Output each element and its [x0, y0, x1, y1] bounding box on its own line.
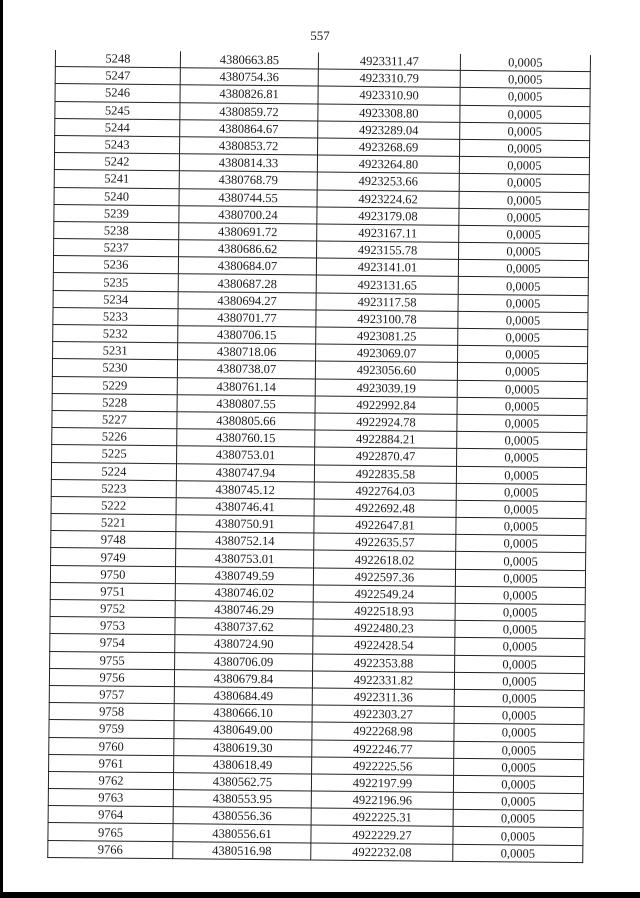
y-coordinate-cell: 4922692.48 — [314, 499, 456, 518]
y-coordinate-cell: 4923253.66 — [317, 172, 459, 191]
x-coordinate-cell: 4380516.98 — [173, 841, 311, 860]
y-coordinate-cell: 4923310.90 — [318, 86, 460, 105]
value-cell: 0,0005 — [460, 71, 590, 89]
x-coordinate-cell: 4380761.14 — [177, 377, 315, 396]
x-coordinate-cell: 4380718.06 — [178, 343, 316, 362]
x-coordinate-cell: 4380826.81 — [180, 85, 318, 104]
y-coordinate-cell: 4923264.80 — [317, 155, 459, 174]
scan-edge-left — [0, 0, 3, 898]
point-number-cell: 5241 — [54, 170, 179, 188]
value-cell: 0,0005 — [456, 500, 586, 518]
value-cell: 0,0005 — [456, 517, 586, 535]
point-number-cell: 9754 — [50, 634, 175, 652]
point-number-cell: 5226 — [52, 428, 177, 446]
coordinates-table — [47, 50, 591, 863]
point-number-cell: 5238 — [54, 221, 179, 239]
table-body — [48, 50, 591, 862]
value-cell: 0,0005 — [455, 603, 585, 621]
value-cell: 0,0005 — [453, 827, 583, 845]
y-coordinate-cell: 4923224.62 — [317, 190, 459, 209]
x-coordinate-cell: 4380746.41 — [176, 498, 314, 517]
value-cell: 0,0005 — [454, 672, 584, 690]
point-number-cell: 9764 — [48, 806, 173, 824]
y-coordinate-cell: 4923167.11 — [317, 224, 459, 243]
value-cell: 0,0005 — [456, 483, 586, 501]
page-number: 557 — [310, 28, 330, 43]
y-coordinate-cell: 4922232.08 — [311, 843, 453, 862]
point-number-cell: 9756 — [49, 668, 174, 686]
y-coordinate-cell: 4922196.96 — [311, 791, 453, 810]
x-coordinate-cell: 4380562.75 — [173, 773, 311, 792]
x-coordinate-cell: 4380724.90 — [175, 635, 313, 654]
value-cell: 0,0005 — [460, 88, 590, 106]
value-cell: 0,0005 — [455, 621, 585, 639]
point-number-cell: 5240 — [54, 187, 179, 205]
y-coordinate-cell: 4922480.23 — [313, 619, 455, 638]
x-coordinate-cell: 4380753.01 — [177, 446, 315, 465]
y-coordinate-cell: 4922246.77 — [312, 739, 454, 758]
x-coordinate-cell: 4380807.55 — [177, 394, 315, 413]
y-coordinate-cell: 4922635.57 — [314, 533, 456, 552]
value-cell: 0,0005 — [457, 363, 587, 381]
point-number-cell: 9755 — [50, 651, 175, 669]
value-cell: 0,0005 — [453, 844, 583, 862]
y-coordinate-cell: 4923308.80 — [318, 104, 460, 123]
point-number-cell: 5225 — [52, 445, 177, 463]
point-number-cell: 5230 — [52, 359, 177, 377]
scan-edge-bottom — [0, 892, 640, 898]
x-coordinate-cell: 4380619.30 — [174, 738, 312, 757]
value-cell: 0,0005 — [454, 706, 584, 724]
value-cell: 0,0005 — [458, 311, 588, 329]
point-number-cell: 5224 — [51, 462, 176, 480]
value-cell: 0,0005 — [460, 105, 590, 123]
value-cell: 0,0005 — [458, 346, 588, 364]
point-number-cell: 5227 — [52, 410, 177, 428]
point-number-cell: 9751 — [50, 582, 175, 600]
x-coordinate-cell: 4380679.84 — [174, 669, 312, 688]
y-coordinate-cell: 4922618.02 — [314, 550, 456, 569]
value-cell: 0,0005 — [457, 380, 587, 398]
x-coordinate-cell: 4380556.61 — [173, 824, 311, 843]
value-cell: 0,0005 — [456, 466, 586, 484]
x-coordinate-cell: 4380737.62 — [175, 618, 313, 637]
y-coordinate-cell: 4923311.47 — [318, 53, 460, 71]
point-number-cell: 5229 — [52, 376, 177, 394]
y-coordinate-cell: 4922764.03 — [314, 482, 456, 501]
point-number-cell: 5233 — [53, 307, 178, 325]
point-number-cell: 5223 — [51, 479, 176, 497]
point-number-cell: 9763 — [48, 789, 173, 807]
value-cell: 0,0005 — [459, 191, 589, 209]
y-coordinate-cell: 4922428.54 — [313, 636, 455, 655]
value-cell: 0,0005 — [453, 792, 583, 810]
x-coordinate-cell: 4380746.29 — [175, 601, 313, 620]
value-cell: 0,0005 — [459, 242, 589, 260]
y-coordinate-cell: 4922647.81 — [314, 516, 456, 535]
y-coordinate-cell: 4923289.04 — [318, 121, 460, 140]
value-cell: 0,0005 — [459, 174, 589, 192]
y-coordinate-cell: 4923069.07 — [316, 344, 458, 363]
x-coordinate-cell: 4380691.72 — [179, 223, 317, 242]
point-number-cell: 9762 — [48, 771, 173, 789]
y-coordinate-cell: 4922353.88 — [313, 654, 455, 673]
y-coordinate-cell: 4922992.84 — [315, 396, 457, 415]
y-coordinate-cell: 4923131.65 — [316, 275, 458, 294]
x-coordinate-cell: 4380706.09 — [175, 652, 313, 671]
point-number-cell: 9760 — [49, 737, 174, 755]
value-cell: 0,0005 — [460, 54, 590, 72]
y-coordinate-cell: 4922225.31 — [311, 808, 453, 827]
y-coordinate-cell: 4922331.82 — [312, 671, 454, 690]
point-number-cell: 5228 — [52, 393, 177, 411]
x-coordinate-cell: 4380864.67 — [180, 119, 318, 138]
x-coordinate-cell: 4380684.49 — [174, 687, 312, 706]
x-coordinate-cell: 4380700.24 — [179, 205, 317, 224]
point-number-cell: 5243 — [55, 135, 180, 153]
value-cell: 0,0005 — [455, 638, 585, 656]
coordinates-table-container — [47, 50, 590, 863]
x-coordinate-cell: 4380663.85 — [180, 51, 318, 69]
value-cell: 0,0005 — [456, 552, 586, 570]
x-coordinate-cell: 4380686.62 — [179, 240, 317, 259]
x-coordinate-cell: 4380556.36 — [173, 807, 311, 826]
x-coordinate-cell: 4380746.02 — [175, 583, 313, 602]
point-number-cell: 5242 — [54, 153, 179, 171]
point-number-cell: 9759 — [49, 720, 174, 738]
x-coordinate-cell: 4380553.95 — [173, 790, 311, 809]
x-coordinate-cell: 4380745.12 — [176, 480, 314, 499]
y-coordinate-cell: 4923081.25 — [316, 327, 458, 346]
value-cell: 0,0005 — [457, 432, 587, 450]
y-coordinate-cell: 4922518.93 — [313, 602, 455, 621]
point-number-cell: 5245 — [55, 101, 180, 119]
y-coordinate-cell: 4922197.99 — [311, 774, 453, 793]
point-number-cell: 5244 — [55, 118, 180, 136]
y-coordinate-cell: 4923141.01 — [316, 258, 458, 277]
y-coordinate-cell: 4922268.98 — [312, 722, 454, 741]
y-coordinate-cell: 4922884.21 — [315, 430, 457, 449]
x-coordinate-cell: 4380738.07 — [177, 360, 315, 379]
value-cell: 0,0005 — [459, 225, 589, 243]
value-cell: 0,0005 — [454, 758, 584, 776]
x-coordinate-cell: 4380618.49 — [174, 755, 312, 774]
point-number-cell: 5236 — [53, 256, 178, 274]
value-cell: 0,0005 — [457, 414, 587, 432]
x-coordinate-cell: 4380687.28 — [178, 274, 316, 293]
point-number-cell: 9757 — [49, 685, 174, 703]
value-cell: 0,0005 — [454, 689, 584, 707]
y-coordinate-cell: 4922870.47 — [315, 447, 457, 466]
point-number-cell: 5248 — [55, 50, 180, 68]
point-number-cell: 5231 — [53, 342, 178, 360]
y-coordinate-cell: 4922924.78 — [315, 413, 457, 432]
point-number-cell: 5246 — [55, 84, 180, 102]
value-cell: 0,0005 — [458, 260, 588, 278]
point-number-cell: 9765 — [48, 823, 173, 841]
x-coordinate-cell: 4380749.59 — [175, 566, 313, 585]
x-coordinate-cell: 4380754.36 — [180, 68, 318, 87]
y-coordinate-cell: 4922835.58 — [314, 465, 456, 484]
y-coordinate-cell: 4922303.27 — [312, 705, 454, 724]
x-coordinate-cell: 4380684.07 — [178, 257, 316, 276]
y-coordinate-cell: 4922549.24 — [313, 585, 455, 604]
value-cell: 0,0005 — [459, 139, 589, 157]
x-coordinate-cell: 4380752.14 — [176, 532, 314, 551]
value-cell: 0,0005 — [460, 122, 590, 140]
y-coordinate-cell: 4922597.36 — [313, 568, 455, 587]
y-coordinate-cell: 4922225.56 — [312, 757, 454, 776]
x-coordinate-cell: 4380747.94 — [176, 463, 314, 482]
x-coordinate-cell: 4380701.77 — [178, 309, 316, 328]
value-cell: 0,0005 — [454, 724, 584, 742]
x-coordinate-cell: 4380666.10 — [174, 704, 312, 723]
y-coordinate-cell: 4923155.78 — [317, 241, 459, 260]
x-coordinate-cell: 4380750.91 — [176, 515, 314, 534]
value-cell: 0,0005 — [455, 569, 585, 587]
value-cell: 0,0005 — [455, 586, 585, 604]
y-coordinate-cell: 4923310.79 — [318, 69, 460, 88]
y-coordinate-cell: 4922229.27 — [311, 825, 453, 844]
value-cell: 0,0005 — [458, 294, 588, 312]
point-number-cell: 9758 — [49, 703, 174, 721]
y-coordinate-cell: 4922311.36 — [312, 688, 454, 707]
value-cell: 0,0005 — [455, 655, 585, 673]
point-number-cell: 5237 — [54, 239, 179, 257]
x-coordinate-cell: 4380694.27 — [178, 291, 316, 310]
point-number-cell: 5235 — [53, 273, 178, 291]
point-number-cell: 9750 — [50, 565, 175, 583]
y-coordinate-cell: 4923268.69 — [318, 138, 460, 157]
x-coordinate-cell: 4380706.15 — [178, 326, 316, 345]
value-cell: 0,0005 — [457, 397, 587, 415]
point-number-cell: 9749 — [51, 548, 176, 566]
point-number-cell: 5239 — [54, 204, 179, 222]
value-cell: 0,0005 — [458, 328, 588, 346]
y-coordinate-cell: 4923056.60 — [315, 361, 457, 380]
x-coordinate-cell: 4380814.33 — [179, 154, 317, 173]
value-cell: 0,0005 — [454, 741, 584, 759]
point-number-cell: 9752 — [50, 599, 175, 617]
y-coordinate-cell: 4923179.08 — [317, 207, 459, 226]
y-coordinate-cell: 4923117.58 — [316, 293, 458, 312]
value-cell: 0,0005 — [453, 775, 583, 793]
point-number-cell: 5222 — [51, 496, 176, 514]
point-number-cell: 5221 — [51, 514, 176, 532]
x-coordinate-cell: 4380760.15 — [177, 429, 315, 448]
value-cell: 0,0005 — [459, 208, 589, 226]
value-cell: 0,0005 — [458, 277, 588, 295]
x-coordinate-cell: 4380768.79 — [179, 171, 317, 190]
point-number-cell: 9753 — [50, 617, 175, 635]
x-coordinate-cell: 4380649.00 — [174, 721, 312, 740]
x-coordinate-cell: 4380859.72 — [180, 102, 318, 121]
point-number-cell: 5234 — [53, 290, 178, 308]
value-cell: 0,0005 — [457, 449, 587, 467]
y-coordinate-cell: 4923100.78 — [316, 310, 458, 329]
point-number-cell: 9761 — [49, 754, 174, 772]
x-coordinate-cell: 4380753.01 — [176, 549, 314, 568]
value-cell: 0,0005 — [456, 535, 586, 553]
x-coordinate-cell: 4380853.72 — [180, 137, 318, 156]
value-cell: 0,0005 — [459, 157, 589, 175]
value-cell: 0,0005 — [453, 810, 583, 828]
point-number-cell: 5247 — [55, 67, 180, 85]
point-number-cell: 9766 — [48, 840, 173, 858]
point-number-cell: 5232 — [53, 324, 178, 342]
x-coordinate-cell: 4380744.55 — [179, 188, 317, 207]
y-coordinate-cell: 4923039.19 — [315, 379, 457, 398]
point-number-cell: 9748 — [51, 531, 176, 549]
x-coordinate-cell: 4380805.66 — [177, 412, 315, 431]
